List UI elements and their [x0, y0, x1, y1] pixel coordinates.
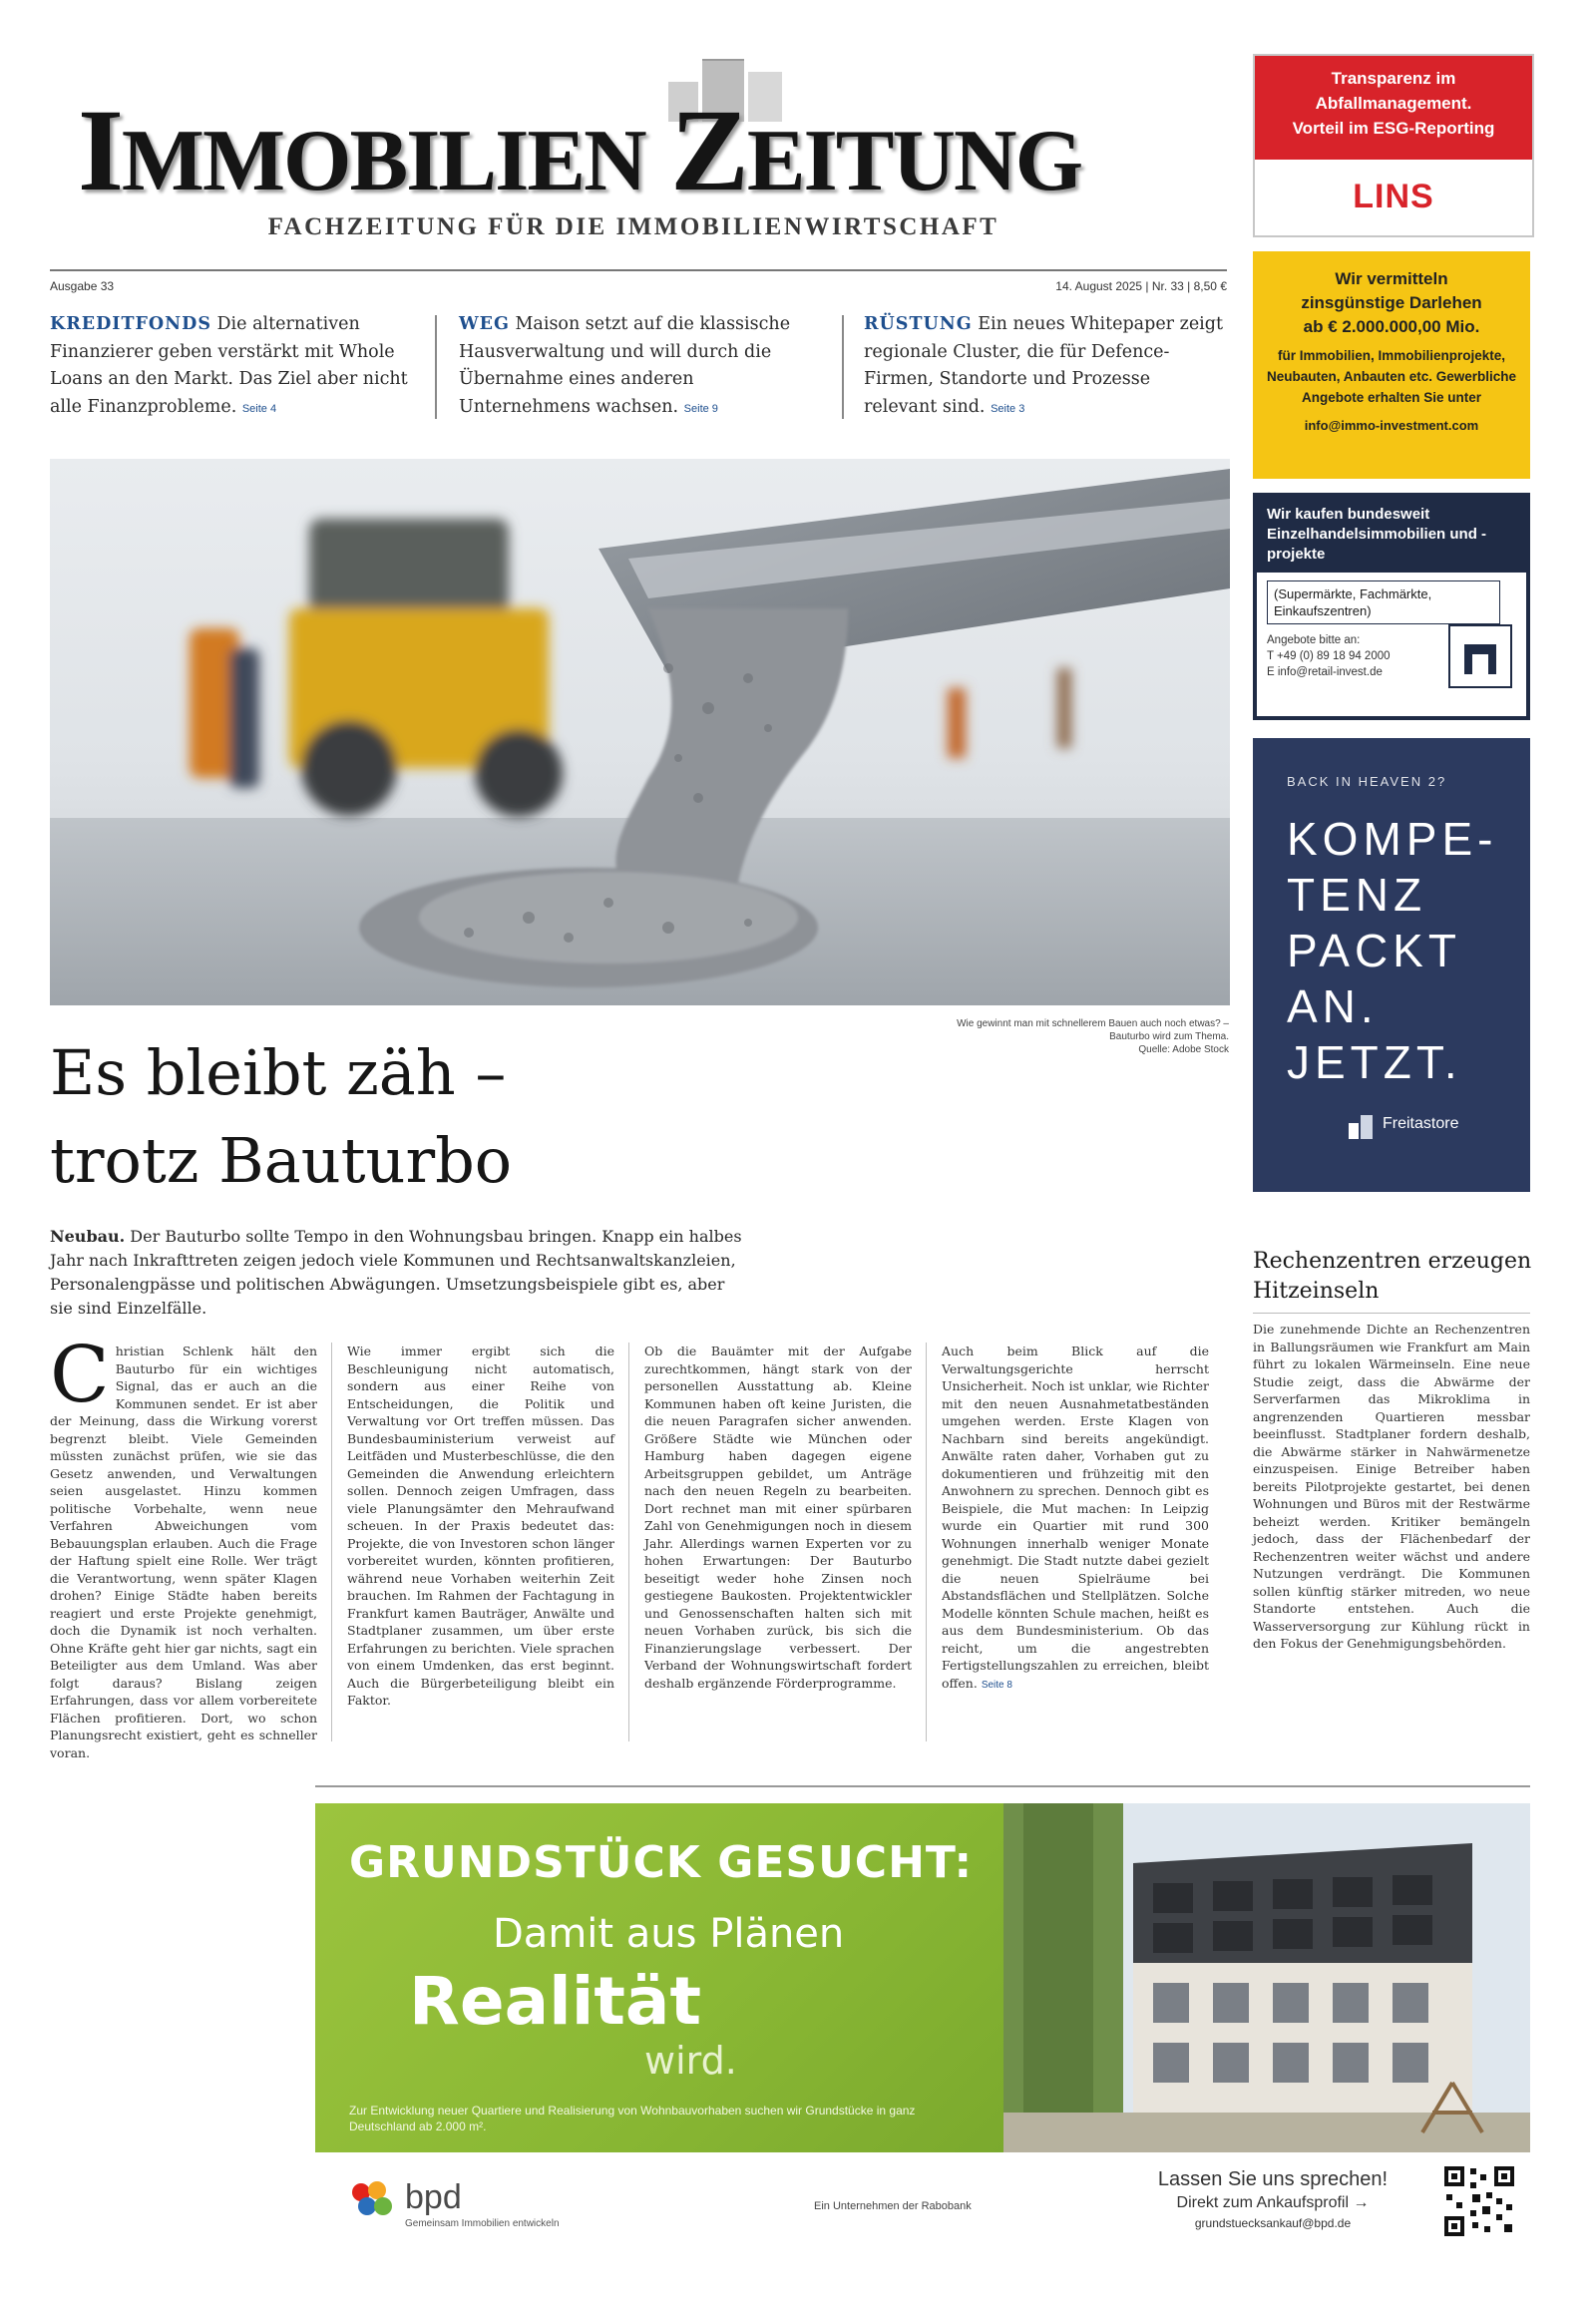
- masthead-logo[interactable]: [78, 85, 1195, 215]
- article-column-4: [942, 1343, 1209, 1694]
- ad-financing[interactable]: [1253, 251, 1530, 479]
- masthead-rule: [50, 269, 1227, 271]
- ad-text: wird.: [644, 2039, 737, 2083]
- teaser-ruestung[interactable]: [864, 311, 1223, 423]
- ad-rule: [315, 1785, 1530, 1787]
- issue-date: 14. August 2025 | Nr. 33 | 8,50 €: [1055, 279, 1227, 293]
- teaser-kreditfonds[interactable]: [50, 311, 409, 423]
- teaser-weg[interactable]: [459, 311, 818, 423]
- teaser-divider: [435, 315, 437, 419]
- side-article-body: Die zunehmende Dichte an Rechenzentren in Ballungsräumen wie Frankfurt am Main führt zu lokalen Wärmeinseln. Eine neue Studie zeigt, dass die Abwärme der Serverfarmen das Mikroklima in angrenzenden Quartieren messbar beeinflusst. Stadtplaner fordern deshalb, die Abwärme stärker in Nahwärmenetze einzuspeisen. Einige Betreiber haben bereits Pilotprojekte gestartet, bei denen Wohnungen und Büros mit der Restwärme beheizt werden. Kritiker bemängeln jedoch, dass der Flächenbedarf der Rechenzentren weiter wächst und andere Nutzungen verdrängt. Die Kommunen sollen künftig stärker mitreden, wo neue Standorte entstehen. Auch die Wasserversorgung zur Kühlung rückt in den Fokus der Genehmigungsbehörden.: [1253, 1322, 1530, 1651]
- logo-letter: I: [78, 85, 122, 215]
- ad-text: KOMPE-: [1287, 813, 1498, 865]
- ad-text: zinsgünstige Darlehen: [1301, 293, 1482, 312]
- teaser-page[interactable]: Seite 3: [991, 402, 1025, 415]
- ad-text: Damit aus Plänen: [493, 1911, 845, 1957]
- logo-letter: Z: [670, 85, 747, 215]
- cta-heading: Lassen Sie uns sprechen!: [1157, 2168, 1389, 2190]
- teaser-divider: [842, 315, 844, 419]
- ad-brand: Freitastore: [1383, 1115, 1459, 1132]
- teaser-text: Die alternativen Finanzierer geben verstärkt mit Whole Loans an den Markt. Das Ziel aber nicht alle Finanzprobleme.: [50, 314, 408, 417]
- teaser-page[interactable]: Seite 9: [683, 402, 718, 415]
- ad-text: ab € 2.000.000,00 Mio.: [1303, 317, 1480, 336]
- headline-line-1: Es bleibt zäh –: [50, 1036, 507, 1109]
- ad-headline: GRUNDSTÜCK GESUCHT:: [349, 1837, 974, 1888]
- continue-page-link[interactable]: Seite 8: [981, 1679, 1012, 1691]
- headline-line-2: trotz Bauturbo: [50, 1124, 513, 1197]
- ad-heading: Wir kaufen bundesweit Einzelhandelsimmobilien und -projekte: [1257, 497, 1526, 573]
- ad-lins-banner: [1255, 56, 1532, 160]
- bpd-logo-icon: [349, 2178, 401, 2222]
- article-column-1: [50, 1331, 317, 1761]
- side-article-headline[interactable]: Rechenzentren erzeugen Hitzeinseln: [1253, 1249, 1532, 1304]
- ad-building-photo: [1003, 1803, 1530, 2152]
- ad-phone[interactable]: T +49 (0) 89 18 94 2000: [1267, 650, 1391, 662]
- bpd-contact[interactable]: [1113, 2166, 1432, 2232]
- bpd-tagline: Gemeinsam Immobilien entwickeln: [405, 2218, 560, 2229]
- ad-text: TENZ: [1287, 869, 1427, 921]
- ad-text: Vorteil im ESG-Reporting: [1292, 119, 1495, 138]
- masthead-subtitle: FACHZEITUNG FÜR DIE IMMOBILIENWIRTSCHAFT: [267, 213, 999, 240]
- column-divider: [926, 1343, 927, 1741]
- article-column-3: [644, 1343, 912, 1692]
- ad-lins[interactable]: [1253, 54, 1534, 237]
- logo-word: EITUNG: [746, 113, 1082, 209]
- cta-email[interactable]: grundstuecksankauf@bpd.de: [1194, 2216, 1352, 2230]
- ad-text: (Supermärkte, Fachmärkte, Einkaufszentren): [1267, 580, 1500, 624]
- logo-word: MMOBILIEN: [121, 113, 645, 209]
- teaser-keyword: KREDITFONDS: [50, 314, 211, 334]
- issue-label: Ausgabe 33: [50, 279, 115, 293]
- caption-line: Bauturbo wird zum Thema.: [1109, 1031, 1229, 1042]
- ad-email[interactable]: E info@retail-invest.de: [1267, 666, 1383, 678]
- ad-bpd-grundstueck[interactable]: [315, 1803, 1530, 2244]
- ad-text: Realität: [409, 1963, 702, 2040]
- ad-kompetenz[interactable]: [1253, 738, 1530, 1192]
- column-divider: [628, 1343, 629, 1741]
- column-divider: [331, 1343, 332, 1741]
- ad-small-text: Zur Entwicklung neuer Quartiere und Realisierung von Wohnbauvorhaben suchen wir Grundstücke in ganz Deutschland ab 2.000 m².: [349, 2104, 916, 2133]
- drop-cap: C: [50, 1331, 110, 1420]
- photo-credit: Quelle: Adobe Stock: [1138, 1044, 1229, 1055]
- caption-line: Wie gewinnt man mit schnellerem Bauen auch noch etwas? –: [957, 1018, 1229, 1029]
- article-column-2: [347, 1343, 614, 1710]
- bpd-parent-note: Ein Unternehmen der Rabobank: [814, 2200, 972, 2212]
- ad-text: für Immobilien, Immobilienprojekte, Neubauten, Anbauten etc. Gewerbliche Angebote erhalten Sie unter: [1266, 348, 1517, 405]
- column-text: Ob die Bauämter mit der Aufgabe zurechtkommen, hängt stark von der personellen Ausstattung ab. Kleine Kommunen haben oft keine Juristen, die die neuen Paragrafen sicher anwenden. Größere Städte wie München oder Hamburg haben dagegen eigene Arbeitsgruppen gebildet, um Anträge nach den neuen Regeln zu bearbeiten. Dort rechnet man mit einer spürbaren Zahl von Genehmigungen noch in diesem Jahr. Allerdings warnen Experten vor zu hohen Erwartungen: Der Bauturbo beseitigt weder hohe Zinsen noch gestiegene Baukosten. Projektentwickler und Genossenschaften halten sich mit neuen Vorhaben zurück, bis sich die Finanzierungslage verbessert. Der Verband der Wohnungswirtschaft fordert deshalb ergänzende Förderprogramme.: [644, 1344, 912, 1691]
- ad-text: Transparenz im: [1331, 69, 1456, 88]
- teaser-page[interactable]: Seite 4: [241, 402, 277, 415]
- qr-code-icon[interactable]: [1442, 2164, 1516, 2238]
- column-text: Auch beim Blick auf die Verwaltungsgerichte herrscht Unsicherheit. Noch ist unklar, wie Richter mit den neuen Ausnahmetatbeständen umgehen werden. Erste Klagen von Nachbarn sind bereits angekündigt. Anwälte raten daher, Vorhaben gut zu dokumentieren und frühzeitig mit den Anwohnern zu sprechen. Dennoch gibt es Beispiele, die Mut machen: In Leipzig wurde ein Quartier mit rund 300 Wohnungen innerhalb weniger Monate genehmigt. Die Stadt nutzte dabei gezielt die neuen Spielräume bei Abstandsflächen und Stellplätzen. Solche Modelle könnten Schule machen, heißt es aus dem Bundesministerium. Ob das reicht, um die angestrebten Fertigstellungszahlen zu erreichen, bleibt offen.: [942, 1344, 1209, 1691]
- ad-text: PACKT: [1287, 925, 1461, 976]
- teaser-keyword: WEG: [459, 314, 510, 334]
- column-text: Wie immer ergibt sich die Beschleunigung nicht automatisch, sondern aus einer Reihe von Entscheidungen, die Politik und Verwaltung vor Ort treffen müssen. Das Bundesbauministerium verweist auf Leitfäden und Musterbeschlüsse, die den Gemeinden die Anwendung erleichtern sollen. Dennoch zeigen Umfragen, dass viele Planungsämter den Mehraufwand scheuen. In der Praxis bedeutet das: Projekte, die von Investoren schon länger vorbereitet wurden, könnten profitieren, während neue Vorhaben weiterhin Zeit brauchen. Im Rahmen der Fachtagung in Frankfurt kamen Bauträger, Anwälte und Stadtplaner zusammen, um über erste Erfahrungen zu berichten. Viele sprachen von einem Umdenken, das erst beginnt. Auch die Bürgerbeteiligung bleibt ein Faktor.: [347, 1344, 614, 1708]
- cta-link[interactable]: Direkt zum Ankaufsprofil →: [1176, 2194, 1370, 2211]
- ad-email[interactable]: info@immo-investment.com: [1304, 418, 1479, 433]
- hero-photo-concrete-pour[interactable]: [50, 459, 1230, 1005]
- ad-text: Abfallmanagement.: [1315, 94, 1472, 113]
- ad-text: AN.: [1287, 980, 1379, 1032]
- article-lead: [50, 1225, 748, 1321]
- ad-kicker: BACK IN HEAVEN 2?: [1287, 774, 1447, 789]
- lead-keyword: Neubau.: [50, 1227, 126, 1246]
- ad-text: JETZT.: [1287, 1036, 1462, 1088]
- brand-logo-icon: [1347, 1113, 1375, 1141]
- teaser-keyword: RÜSTUNG: [864, 314, 973, 334]
- ad-retail-invest[interactable]: [1253, 493, 1530, 720]
- retail-logo-icon: [1448, 624, 1512, 688]
- ad-text: Wir vermitteln: [1335, 269, 1448, 288]
- column-text: hristian Schlenk hält den Bauturbo für ein wichtiges Signal, das er auch an die Kommunen sendet. Er ist aber der Meinung, dass die Wirkung vorerst begrenzt bleibt. Viele Gemeinden müssten zunächst prüfen, wie sie das Gesetz anwenden, und Verwaltungen seien ausgelastet. Hinzu kommen politische Vorbehalte, wenn neue Verfahren Abweichungen vom Bebauungsplan erlauben. Auch die Frage der Haftung spielt eine Rolle. Wer trägt die Verantwortung, wenn später Klagen drohen? Einige Städte haben bereits reagiert und erste Projekte genehmigt, doch die Dynamik ist noch verhalten. Ohne Kräfte geht hier gar nichts, sagt ein Beteiligter aus dem Umland. Was aber folgt daraus? Bislang zeigen Erfahrungen, dass vor allem vorbereitete Flächen profitieren. Dort, wo schon Planungsrecht existiert, geht es schneller voran.: [50, 1344, 317, 1760]
- bpd-logo: bpd: [405, 2178, 462, 2216]
- teaser-text: Maison setzt auf die klassische Hausverwaltung und will durch die Übernahme eines anderen Unternehmens wachsen.: [459, 314, 791, 417]
- article-headline[interactable]: [50, 1029, 828, 1205]
- lins-logo: LINS: [1353, 178, 1434, 215]
- ad-text: Angebote bitte an:: [1267, 634, 1361, 646]
- side-rule: [1253, 1313, 1530, 1314]
- teaser-text: Ein neues Whitepaper zeigt regionale Cluster, die für Defence-Firmen, Standorte und Prozesse relevant sind.: [864, 314, 1224, 417]
- hero-caption: [878, 1017, 1229, 1056]
- lead-text: Der Bauturbo sollte Tempo in den Wohnungsbau bringen. Knapp ein halbes Jahr nach Inkrafttreten zeigen jedoch viele Kommunen und Rechtsanwaltskanzleien, Personalengpässe und politischen Abwägungen. Umsetzungsbeispiele gibt es, aber sie sind Einzelfälle.: [50, 1227, 742, 1318]
